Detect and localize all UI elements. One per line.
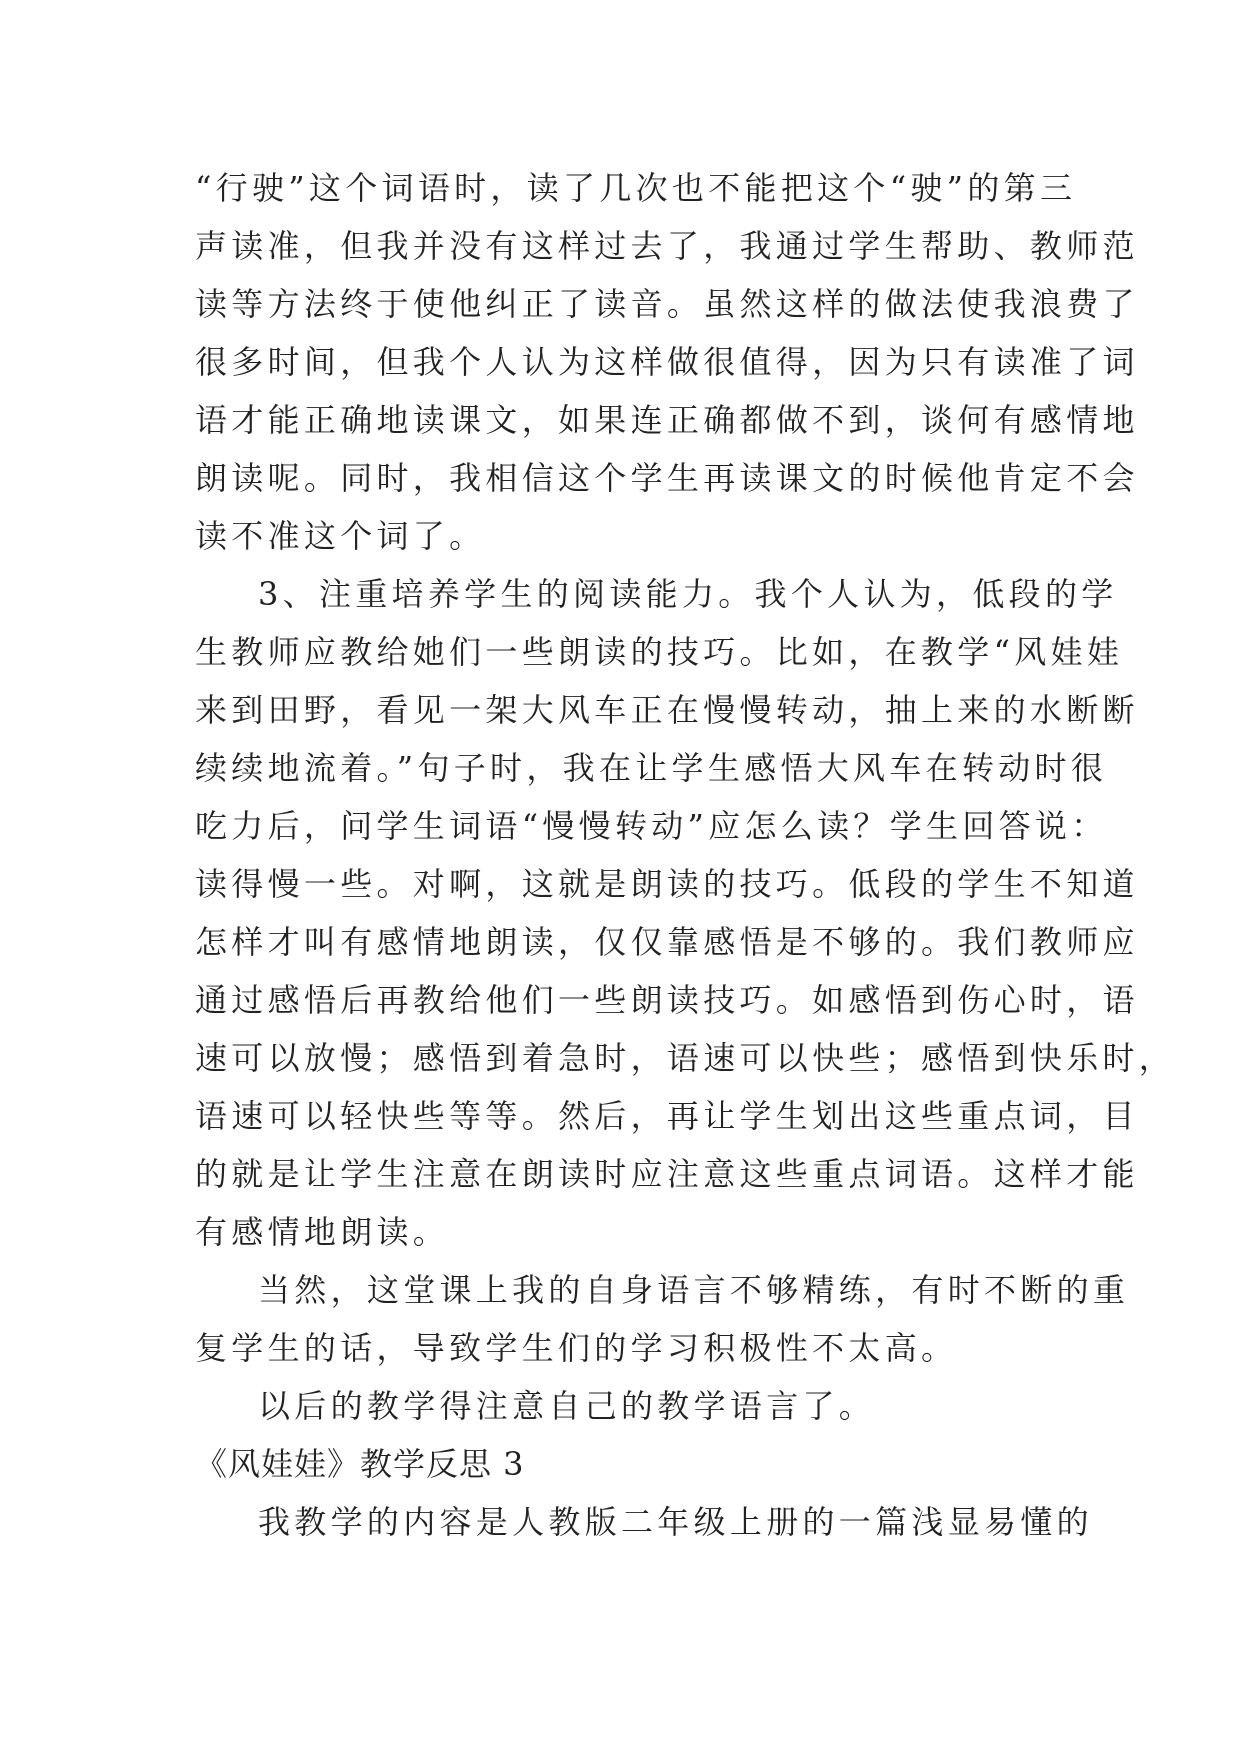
body-text-line: 读得慢一些。对啊，这就是朗读的技巧。低段的学生不知道 (195, 865, 1139, 903)
paragraph-start-line: 当然，这堂课上我的自身语言不够精练，有时不断的重 (258, 1271, 1130, 1309)
body-text-line: 复学生的话，导致学生们的学习积极性不太高。 (195, 1329, 958, 1367)
body-text-line: 朗读呢。同时，我相信这个学生再读课文的时候他肯定不会 (195, 459, 1139, 497)
body-text-line: 生教师应教给她们一些朗读的技巧。比如，在教学“风娃娃 (195, 633, 1124, 671)
body-text-line: 语才能正确地读课文，如果连正确都做不到，谈何有感情地 (195, 401, 1139, 439)
body-text-line: 速可以放慢；感悟到着急时，语速可以快些；感悟到快乐时， (195, 1039, 1176, 1077)
body-text-line: 续续地流着。”句子时，我在让学生感悟大风车在转动时很 (195, 749, 1108, 787)
body-text-line: 怎样才叫有感情地朗读，仅仅靠感悟是不够的。我们教师应 (195, 923, 1139, 961)
body-text-line: 吃力后，问学生词语“慢慢转动”应怎么读？学生回答说： (195, 807, 1108, 845)
body-text-line: 语速可以轻快些等等。然后，再让学生划出这些重点词，目 (195, 1097, 1139, 1135)
body-text-line: “行驶”这个词语时，读了几次也不能把这个“驶”的第三 (195, 169, 1077, 207)
paragraph-start-line: 3、注重培养学生的阅读能力。我个人认为，低段的学 (258, 575, 1118, 613)
body-text-line: 有感情地朗读。 (195, 1213, 450, 1251)
body-text-line: 来到田野，看见一架大风车正在慢慢转动，抽上来的水断断 (195, 691, 1139, 729)
body-text-line: 的就是让学生注意在朗读时应注意这些重点词语。这样才能 (195, 1155, 1139, 1193)
paragraph-start-line: 我教学的内容是人教版二年级上册的一篇浅显易懂的 (258, 1503, 1093, 1541)
body-text-line: 读等方法终于使他纠正了读音。虽然这样的做法使我浪费了 (195, 285, 1139, 323)
body-text-line: 声读准，但我并没有这样过去了，我通过学生帮助、教师范 (195, 227, 1139, 265)
body-text-line: 通过感悟后再教给他们一些朗读技巧。如感悟到伤心时，语 (195, 981, 1139, 1019)
paragraph-start-line: 以后的教学得注意自己的教学语言了。 (258, 1387, 876, 1425)
body-text-line: 读不准这个词了。 (195, 517, 486, 555)
section-heading: 《风娃娃》教学反思 3 (195, 1445, 525, 1483)
body-text-line: 很多时间，但我个人认为这样做很值得，因为只有读准了词 (195, 343, 1139, 381)
